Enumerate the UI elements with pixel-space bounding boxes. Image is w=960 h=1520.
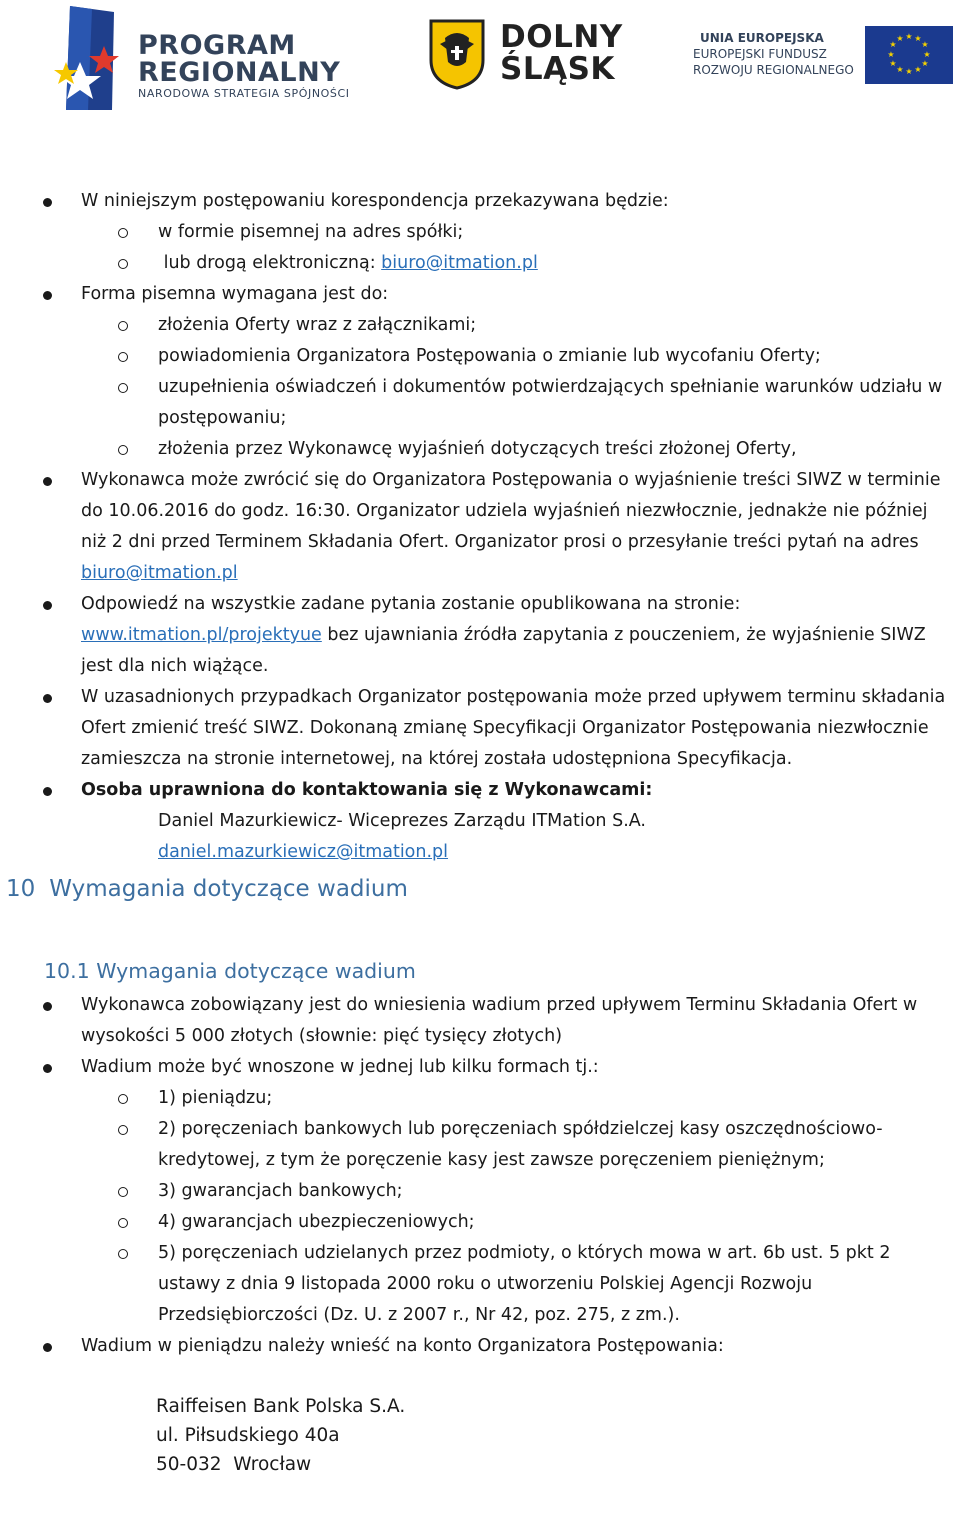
correspondence-option-written: w formie pisemnej na adres spółki; (158, 222, 464, 242)
list-item (0, 990, 960, 1052)
answers-paragraph-start: Odpowiedź na wszystkie zadane pytania zostanie opublikowana na stronie: (81, 594, 741, 614)
deposit-form-item: 1) pieniądzu; (158, 1088, 273, 1108)
svg-text:★: ★ (896, 65, 904, 74)
program-regionalny-logo (52, 6, 372, 110)
email-link[interactable]: biuro@itmation.pl (381, 253, 538, 273)
svg-text:★: ★ (923, 50, 931, 59)
list-item (0, 589, 960, 682)
list-item (0, 775, 960, 806)
svg-text:★: ★ (889, 59, 897, 68)
svg-text:★: ★ (896, 34, 904, 43)
contact-email-row (0, 837, 960, 868)
deposit-amount-paragraph: Wykonawca zobowiązany jest do wniesienia wadium przed upływem Terminu Składania Ofert w wysokości 5 000 złotych (słownie: pięć tysięcy złotych) (81, 995, 918, 1046)
program-line1: PROGRAM (138, 30, 296, 61)
svg-text:★: ★ (921, 40, 929, 49)
page-header (0, 0, 960, 115)
svg-text:★: ★ (905, 32, 913, 41)
section-heading (0, 874, 960, 904)
contact-person-label: Osoba uprawniona do kontaktowania się z Wykonawcami: (81, 780, 653, 800)
deposit-form-item: 3) gwarancjach bankowych; (158, 1181, 403, 1201)
siwz-change-paragraph: W uzasadnionych przypadkach Organizator postępowania może przed upływem terminu składania Ofert zmienić treść SIWZ. Dokonaną zmianę Specyfikacji Organizator Postępowania niezwłocznie zamieszcza na stronie internetowej, na której została udostępniona Specyfikacja. (81, 687, 946, 769)
subsection-heading (0, 956, 960, 986)
list-item (0, 682, 960, 775)
document-body (0, 186, 960, 1479)
contact-name: Daniel Mazurkiewicz- Wiceprezes Zarządu ITMation S.A. (158, 811, 646, 831)
list-item (0, 1114, 960, 1176)
eu-line1: UNIA EUROPEJSKA (700, 31, 824, 45)
bank-account-intro: Wadium w pieniądzu należy wnieść na konto Organizatora Postępowania: (81, 1336, 724, 1356)
eu-line3: ROZWOJU REGIONALNEGO (693, 63, 854, 77)
deposit-form-item: 4) gwarancjach ubezpieczeniowych; (158, 1212, 475, 1232)
program-regionalny-emblem-icon (52, 6, 132, 110)
written-form-item: powiadomienia Organizatora Postępowania o zmianie lub wycofaniu Oferty; (158, 346, 821, 366)
svg-text:★: ★ (914, 34, 922, 43)
correspondence-intro: W niniejszym postępowaniu korespondencja przekazywana będzie: (81, 191, 669, 211)
list-item (0, 310, 960, 341)
eu-line2: EUROPEJSKI FUNDUSZ (693, 47, 827, 61)
list-item (0, 372, 960, 434)
list-item (0, 1238, 960, 1331)
written-form-item: uzupełnienia oświadczeń i dokumentów potwierdzających spełnianie warunków udziału w postępowaniu; (158, 377, 943, 428)
list-item (0, 1083, 960, 1114)
deposit-forms-intro: Wadium może być wnoszone w jednej lub kilku formach tj.: (81, 1057, 599, 1077)
list-item (0, 465, 960, 589)
list-item (0, 341, 960, 372)
contact-email-link[interactable]: daniel.mazurkiewicz@itmation.pl (158, 842, 449, 862)
written-form-intro: Forma pisemna wymagana jest do: (81, 284, 389, 304)
list-item (0, 434, 960, 465)
list-item (0, 1207, 960, 1238)
website-link[interactable]: www.itmation.pl/projektyue (81, 625, 322, 645)
correspondence-option-email: lub drogą elektroniczną: (163, 253, 382, 273)
list-item (0, 248, 960, 279)
written-form-item: złożenia Oferty wraz z załącznikami; (158, 315, 477, 335)
list-item (0, 1052, 960, 1083)
svg-text:★: ★ (887, 50, 895, 59)
subsection-title: Wymagania dotyczące wadium (96, 959, 416, 983)
deposit-form-item: 5) poręczeniach udzielanych przez podmioty, o których mowa w art. 6b ust. 5 pkt 2 ustawy z dnia 9 listopada 2000 roku o utworzeniu Polskiej Agencji Rozwoju Przedsiębiorczości (Dz. U. z 2007 r., Nr 42, poz. 275, z zm.). (158, 1243, 891, 1325)
subsection-number: 10.1 (44, 959, 90, 983)
section-number: 10 (6, 876, 36, 902)
coat-of-arms-icon (428, 18, 486, 90)
deposit-form-item: 2) poręczeniach bankowych lub poręczeniach spółdzielczej kasy oszczędnościowo-kredytowej, z tym że poręczenie kasy jest zawsze poręczeniem pieniężnym; (158, 1119, 883, 1170)
written-form-item: złożenia przez Wykonawcę wyjaśnień dotyczących treści złożonej Oferty, (158, 439, 797, 459)
eu-logo (690, 26, 952, 86)
bank-address (0, 1392, 960, 1479)
answers-paragraph-end: bez ujawniania źródła zapytania z pouczeniem, że wyjaśnienie SIWZ jest dla nich wiążące. (81, 625, 926, 676)
bank-street: ul. Piłsudskiego 40a (156, 1425, 340, 1446)
slask-line: ŚLĄSK (500, 51, 615, 87)
clarification-paragraph: Wykonawca może zwrócić się do Organizatora Postępowania o wyjaśnienie treści SIWZ w terminie do 10.06.2016 do godz. 16:30. Organizator udziela wyjaśnień niezwłocznie, jednakże nie później niż 2 dni przed Terminem Składania Ofert. Organizator prosi o przesyłanie treści pytań na adres (81, 470, 941, 552)
dolny-slask-logo (428, 18, 628, 98)
svg-text:★: ★ (914, 65, 922, 74)
svg-text:★: ★ (905, 67, 913, 76)
svg-text:★: ★ (889, 40, 897, 49)
list-item (0, 279, 960, 310)
list-item (0, 186, 960, 217)
list-item (0, 1176, 960, 1207)
list-item (0, 1331, 960, 1362)
svg-text:★: ★ (921, 59, 929, 68)
eu-flag-icon (865, 26, 953, 84)
program-line2: REGIONALNY (138, 57, 341, 88)
email-link[interactable]: biuro@itmation.pl (81, 563, 238, 583)
list-item (0, 217, 960, 248)
bank-name: Raiffeisen Bank Polska S.A. (156, 1396, 406, 1417)
bank-city: 50-032 Wrocław (156, 1454, 312, 1475)
program-line3: NARODOWA STRATEGIA SPÓJNOŚCI (138, 87, 350, 100)
dolny-line: DOLNY (500, 19, 623, 55)
section-title: Wymagania dotyczące wadium (49, 876, 408, 902)
